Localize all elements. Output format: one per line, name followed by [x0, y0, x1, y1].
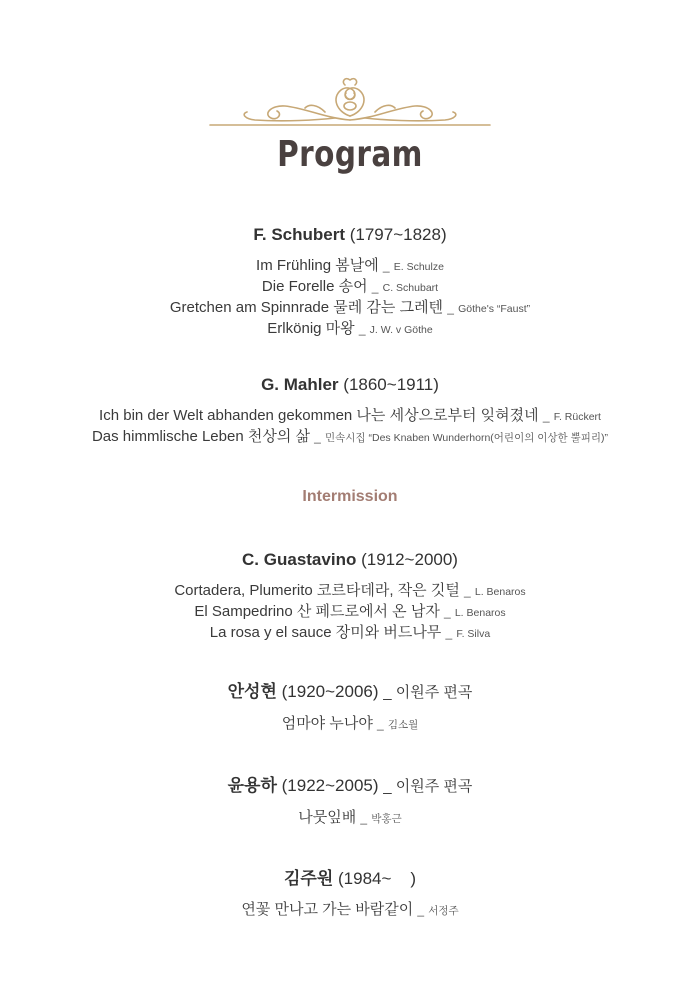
work-credit: 김소월: [387, 719, 419, 731]
work-title: La rosa y el sauce 장미와 버드나무: [209, 624, 442, 641]
composer-heading: [0, 776, 700, 797]
program-section-ahn-sunghyun: [0, 682, 700, 735]
work-item: [0, 406, 700, 427]
work-credit: E. Schulze: [393, 261, 444, 273]
separator: _: [371, 280, 379, 294]
composer-years: (1920~2006): [281, 682, 379, 701]
composer-name: C. Guastavino: [242, 550, 357, 569]
work-credit: F. Rückert: [553, 411, 601, 423]
ornament-divider-icon: [205, 68, 495, 130]
work-title: Erlkönig 마왕: [267, 320, 355, 337]
arranger-note: _ 이원주 편곡: [383, 778, 473, 795]
composer-years: (1912~2000): [361, 550, 458, 569]
composer-heading: [0, 682, 700, 703]
composer-name: 김주원: [284, 869, 334, 888]
work-item: [0, 808, 700, 829]
work-title: 엄마야 누나야: [281, 715, 373, 732]
work-item: [0, 714, 700, 735]
program-section-mahler: [0, 375, 700, 448]
work-item: [0, 427, 700, 448]
work-credit: Göthe's “Faust”: [458, 303, 531, 315]
work-title: 연꽃 만나고 가는 바람같이: [241, 901, 414, 918]
work-title: El Sampedrino 산 페드로에서 온 남자: [194, 603, 440, 620]
work-item: [0, 256, 700, 277]
work-title: 나뭇잎배: [298, 809, 357, 826]
work-item: [0, 581, 700, 602]
separator: _: [376, 717, 384, 731]
page-title: Program: [277, 134, 423, 175]
arranger-note: _ 이원주 편곡: [383, 684, 473, 701]
work-credit: F. Silva: [456, 628, 491, 640]
work-credit: 서정주: [428, 905, 459, 917]
composer-years: (1922~2005): [281, 776, 379, 795]
separator: _: [445, 626, 453, 640]
composer-name: 윤용하: [227, 776, 277, 795]
work-credit: L. Benaros: [454, 607, 506, 619]
work-title: Cortadera, Plumerito 코르타데라, 작은 깃털: [174, 582, 460, 599]
separator: _: [382, 259, 390, 273]
program-section-yoon-yongha: [0, 776, 700, 829]
separator: _: [360, 811, 368, 825]
work-title: Im Frühling 봄날에: [256, 257, 379, 274]
work-item: [0, 900, 700, 921]
program-section-guastavino: [0, 550, 700, 644]
program-section-schubert: [0, 225, 700, 340]
work-item: [0, 602, 700, 623]
work-item: [0, 319, 700, 340]
work-item: [0, 298, 700, 319]
composer-years: (1797~1828): [349, 225, 447, 244]
work-credit: J. W. v Göthe: [369, 324, 433, 336]
work-item: [0, 623, 700, 644]
composer-heading: [0, 869, 700, 889]
work-title: Das himmlische Leben 천상의 삶: [91, 428, 310, 445]
work-credit: L. Benaros: [474, 586, 526, 598]
composer-name: 안성현: [227, 682, 277, 701]
work-credit: 박홍근: [371, 813, 402, 825]
work-credit: C. Schubart: [382, 282, 439, 294]
composer-heading: [0, 225, 700, 245]
work-title: Ich bin der Welt abhanden gekommen 나는 세상으로부터 잊혀졌네: [99, 407, 539, 424]
program-section-kim-juwon: [0, 869, 700, 921]
separator: _: [358, 322, 366, 336]
separator: _: [443, 605, 451, 619]
work-title: Gretchen am Spinnrade 물레 감는 그레텐: [169, 299, 444, 316]
intermission-label: Intermission: [302, 488, 398, 505]
work-title: Die Forelle 송어: [261, 278, 368, 295]
separator: _: [464, 584, 471, 598]
work-item: [0, 277, 700, 298]
composer-years: (1860~1911): [343, 375, 439, 394]
composer-heading: [0, 550, 700, 570]
separator: _: [314, 430, 321, 444]
composer-heading: [0, 375, 700, 395]
composer-name: G. Mahler: [261, 375, 339, 394]
composer-years: (1984~ ): [338, 869, 416, 888]
separator: _: [447, 301, 454, 315]
separator: _: [417, 903, 425, 917]
separator: _: [542, 409, 550, 423]
composer-name: F. Schubert: [253, 225, 345, 244]
work-credit: 민속시집 “Des Knaben Wunderhorn(어린이의 이상한 뿔피리)”: [325, 432, 609, 444]
